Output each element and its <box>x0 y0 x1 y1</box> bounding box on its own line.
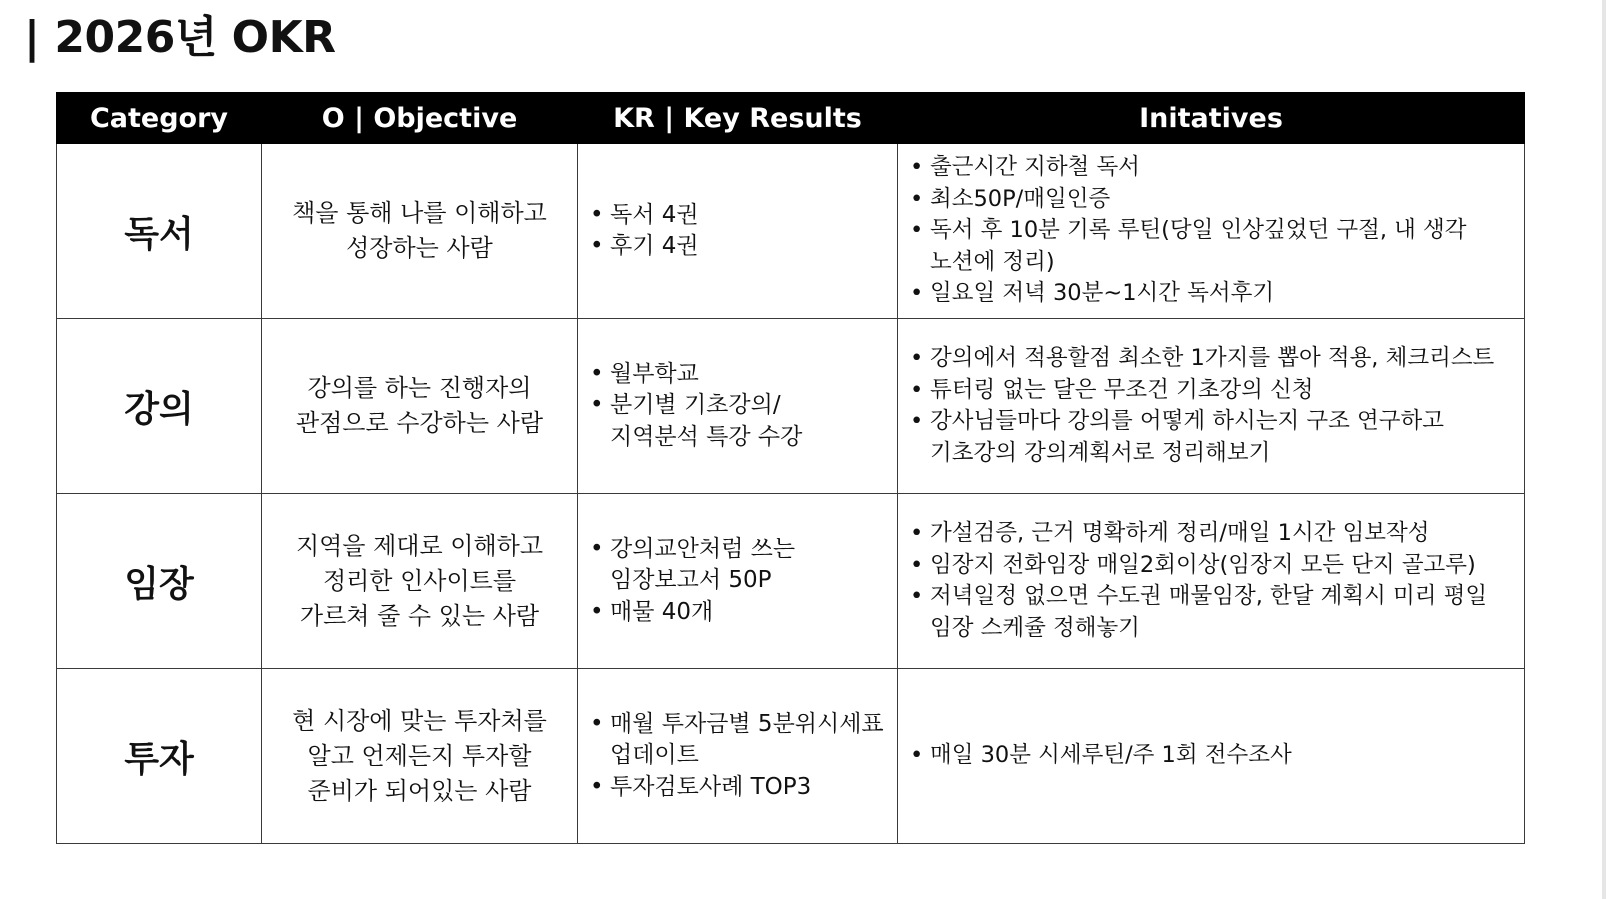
table-row <box>57 144 1525 319</box>
category-cell: 임장 <box>57 494 262 669</box>
item-line: • 독서 4권 <box>610 201 699 228</box>
key-results-list <box>590 200 897 263</box>
list-item <box>590 231 897 263</box>
list-item <box>590 200 897 232</box>
category-cell: 강의 <box>57 319 262 494</box>
key-results-list <box>590 359 897 454</box>
initiatives-list <box>910 152 1524 310</box>
table-header-row <box>57 93 1525 144</box>
item-line: • 강의에서 적용할점 최소한 1가지를 뽑아 적용, 체크리스트 <box>930 345 1495 371</box>
item-line: 임장 스케쥴 정해놓기 <box>930 614 1140 641</box>
header-initiatives: Initatives <box>898 93 1525 144</box>
list-item <box>910 184 1524 216</box>
item-line: 임장보고서 50P <box>610 567 772 594</box>
list-item <box>910 278 1524 310</box>
initiatives-cell <box>898 494 1525 669</box>
header-objective: O | Objective <box>262 93 578 144</box>
objective-line: 현 시장에 맞는 투자처를 <box>292 706 547 735</box>
list-item <box>590 709 897 772</box>
page-title: | 2026년 OKR <box>24 12 336 63</box>
initiatives-list <box>910 343 1524 469</box>
key-results-cell <box>578 494 898 669</box>
objective-line: 지역을 제대로 이해하고 <box>295 531 544 560</box>
scrollbar-track <box>1602 0 1606 899</box>
list-item <box>590 534 897 597</box>
category-cell: 투자 <box>57 669 262 844</box>
header-category: Category <box>57 93 262 144</box>
list-item <box>910 740 1524 772</box>
list-item <box>590 772 897 804</box>
list-item <box>910 215 1524 278</box>
initiatives-cell <box>898 319 1525 494</box>
category-cell: 독서 <box>57 144 262 319</box>
item-line: • 매물 40개 <box>610 598 714 625</box>
item-line: • 임장지 전화임장 매일2회이상(임장지 모든 단지 골고루) <box>930 551 1476 578</box>
item-line: • 출근시간 지하철 독서 <box>930 154 1140 181</box>
item-line: • 강의교안처럼 쓰는 <box>610 535 796 562</box>
objective-line: 관점으로 수강하는 사람 <box>295 409 544 437</box>
key-results-cell <box>578 669 898 844</box>
initiatives-cell <box>898 669 1525 844</box>
list-item <box>910 406 1524 469</box>
item-line: • 일요일 저녁 30분~1시간 독서후기 <box>930 280 1275 307</box>
objective-line: 성장하는 사람 <box>346 234 493 262</box>
table-row <box>57 669 1525 844</box>
objective-line: 강의를 하는 진행자의 <box>307 374 532 402</box>
item-line: • 분기별 기초강의/ <box>610 392 781 419</box>
key-results-cell <box>578 144 898 319</box>
objective-line: 정리한 인사이트를 <box>322 566 517 595</box>
item-line: • 후기 4권 <box>610 233 699 259</box>
objective-cell <box>262 494 578 669</box>
list-item <box>590 390 897 453</box>
item-line: • 독서 후 10분 기록 루틴(당일 인상깊었던 구절, 내 생각 <box>930 217 1467 244</box>
objective-cell <box>262 144 578 319</box>
key-results-list <box>590 534 897 629</box>
objective-line: 가르쳐 줄 수 있는 사람 <box>299 601 540 630</box>
item-line: • 가설검증, 근거 명확하게 정리/매일 1시간 임보작성 <box>930 520 1430 546</box>
item-line: • 강사님들마다 강의를 어떻게 하시는지 구조 연구하고 <box>930 408 1444 434</box>
table-row <box>57 494 1525 669</box>
list-item <box>590 359 897 391</box>
objective-cell <box>262 319 578 494</box>
item-line: • 투자검토사례 TOP3 <box>610 773 812 800</box>
item-line: • 매월 투자금별 5분위시세표 <box>610 710 884 737</box>
list-item <box>910 375 1524 407</box>
list-item <box>590 597 897 629</box>
list-item <box>910 152 1524 184</box>
item-line: • 최소50P/매일인증 <box>930 185 1111 212</box>
objective-cell <box>262 669 578 844</box>
key-results-list <box>590 709 897 804</box>
item-line: 지역분석 특강 수강 <box>610 423 803 450</box>
table-row <box>57 319 1525 494</box>
item-line: • 저녁일정 없으면 수도권 매물임장, 한달 계획시 미리 평일 <box>930 583 1488 609</box>
initiatives-list <box>910 740 1524 772</box>
item-line: • 튜터링 없는 달은 무조건 기초강의 신청 <box>930 376 1314 403</box>
item-line: 기초강의 강의계획서로 정리해보기 <box>930 439 1271 466</box>
objective-line: 준비가 되어있는 사람 <box>307 776 532 805</box>
list-item <box>910 343 1524 375</box>
list-item <box>910 581 1524 644</box>
item-line: 노션에 정리) <box>930 248 1055 275</box>
key-results-cell <box>578 319 898 494</box>
item-line: • 월부학교 <box>610 360 699 387</box>
item-line: • 매일 30분 시세루틴/주 1회 전수조사 <box>930 742 1292 769</box>
okr-table <box>56 92 1525 844</box>
list-item <box>910 518 1524 550</box>
item-line: 업데이트 <box>610 742 699 769</box>
objective-line: 책을 통해 나를 이해하고 <box>292 199 547 227</box>
list-item <box>910 550 1524 582</box>
initiatives-cell <box>898 144 1525 319</box>
header-key-results: KR | Key Results <box>578 93 898 144</box>
initiatives-list <box>910 518 1524 644</box>
objective-line: 알고 언제든지 투자할 <box>307 741 532 770</box>
